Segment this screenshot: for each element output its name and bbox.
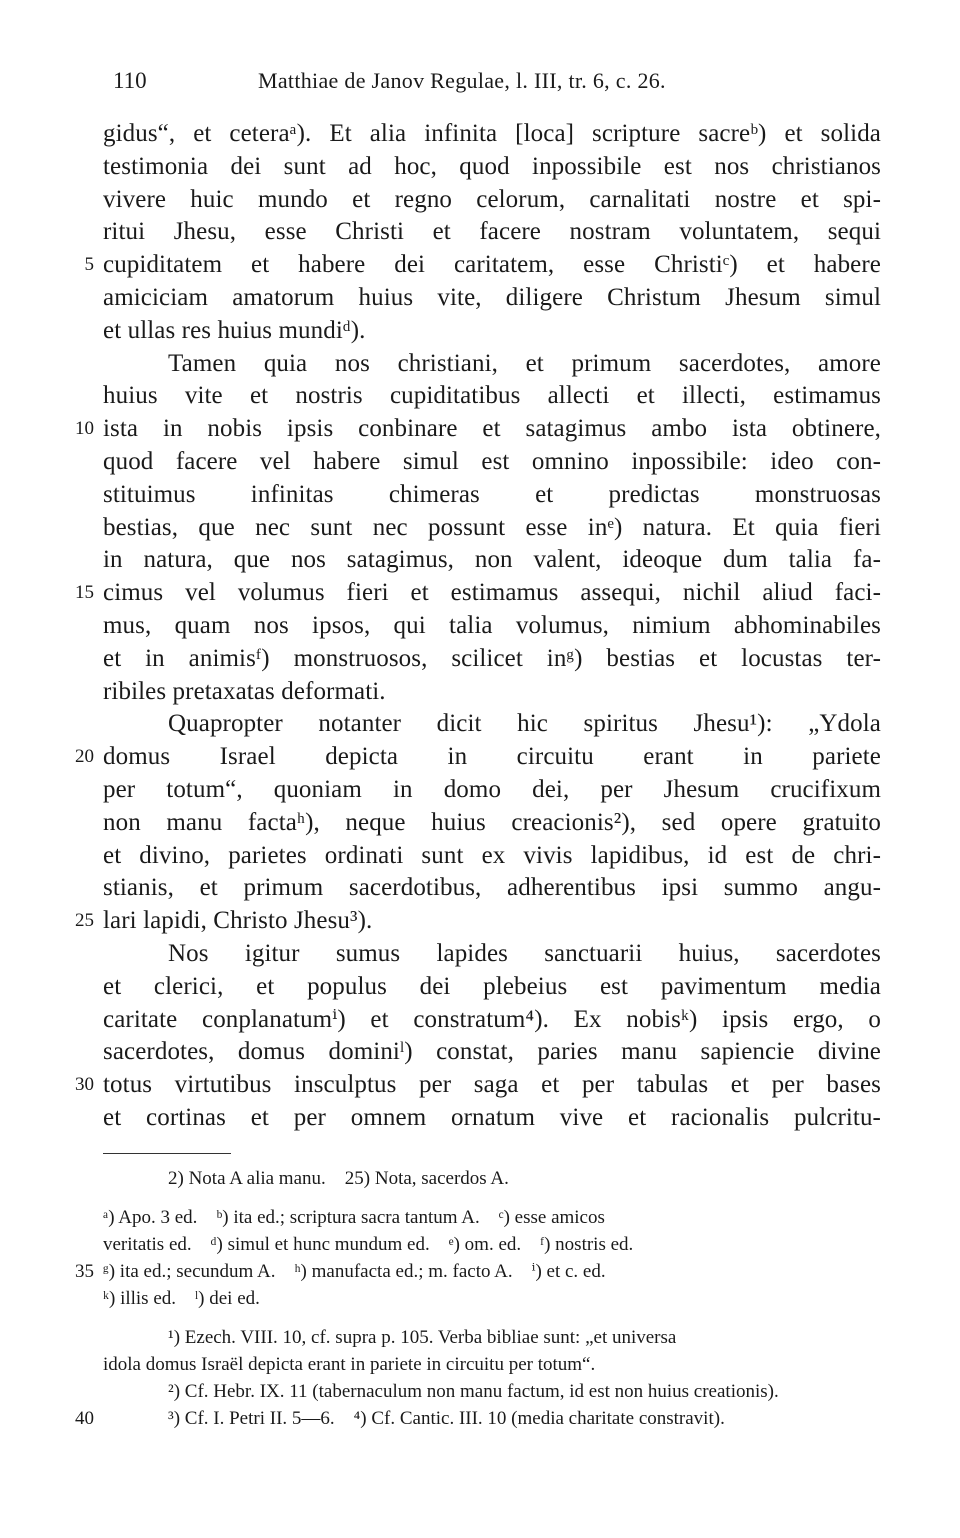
text-line (0, 1069, 960, 1102)
text-line (0, 610, 960, 643)
line-text: mus, quam nos ipsos, qui talia volumus, nimium abhominabiles (103, 611, 881, 639)
line-text: stianis, et primum sacerdotibus, adherentibus ipsi summo angu- (103, 874, 881, 902)
text-line (0, 151, 960, 184)
line-text: cupiditatem et habere dei caritatem, esse Christiᶜ) et habere (103, 251, 881, 279)
text-line (0, 840, 960, 873)
text-line (0, 184, 960, 217)
footnote-rule (103, 1153, 231, 1154)
line-number: 25 (75, 910, 94, 932)
footnote-line (0, 1204, 960, 1231)
source-notes (0, 1324, 960, 1432)
line-number: 30 (75, 1074, 94, 1096)
line-text: non manu factaʰ), neque huius creacionis²), sed opere gratuito (103, 808, 881, 836)
text-line (0, 938, 960, 971)
text-line (0, 118, 960, 151)
text-line (0, 905, 960, 938)
line-text: testimonia dei sunt ad hoc, quod inpossibile est nos christianos (103, 152, 881, 180)
line-notes (0, 1165, 960, 1192)
text-line (0, 741, 960, 774)
line-text: cimus vel volumus fieri et estimamus assequi, nichil aliud faci- (103, 579, 881, 607)
main-text (0, 118, 960, 1135)
text-line (0, 807, 960, 840)
line-text: quod facere vel habere simul est omnino inpossibile: ideo con- (103, 447, 881, 475)
footnote-text: ¹) Ezech. VIII. 10, cf. supra p. 105. Verba bibliae sunt: „et universa (168, 1327, 677, 1348)
line-text: Nos igitur sumus lapides sanctuarii huius, sacerdotes (168, 939, 881, 967)
text-line (0, 676, 960, 709)
line-text: per totum“, quoniam in domo dei, per Jhesum crucifixum (103, 775, 881, 803)
line-number: 5 (84, 254, 94, 276)
line-text: Tamen quia nos christiani, et primum sacerdotes, amore (168, 349, 881, 377)
line-text: stituimus infinitas chimeras et predictas monstruosas (103, 480, 881, 508)
footnote-line (0, 1324, 960, 1351)
text-line (0, 708, 960, 741)
footnote-text: ᵃ) Apo. 3 ed. ᵇ) ita ed.; scriptura sacra tantum A. ᶜ) esse amicos (103, 1207, 605, 1228)
footnote-text: idola domus Israël depicta erant in pariete in circuitu per totum“. (103, 1354, 596, 1375)
text-line (0, 216, 960, 249)
text-line (0, 643, 960, 676)
footnote-text: ᵍ) ita ed.; secundum A. ʰ) manufacta ed.; m. facto A. ⁱ) et c. ed. (103, 1261, 606, 1282)
text-line (0, 512, 960, 545)
text-line (0, 872, 960, 905)
line-text: domus Israel depicta in circuitu erant in pariete (103, 743, 881, 771)
variant-notes (0, 1204, 960, 1312)
text-line (0, 577, 960, 610)
text-line (0, 774, 960, 807)
line-text: bestias, que nec sunt nec possunt esse inᵉ) natura. Et quia fieri (103, 513, 881, 541)
line-text: huius vite et nostris cupiditatibus allecti et illecti, estimamus (103, 382, 881, 410)
line-text: Quapropter notanter dicit hic spiritus Jhesu¹): „Ydola (168, 710, 881, 738)
footnote-line (0, 1231, 960, 1258)
line-notes-text: 2) Nota A alia manu. 25) Nota, sacerdos A. (168, 1168, 509, 1189)
text-line (0, 380, 960, 413)
line-number: 15 (75, 582, 94, 604)
line-number: 20 (75, 746, 94, 768)
footnote-line (0, 1405, 960, 1432)
line-text: et clerici, et populus dei plebeius est pavimentum media (103, 972, 881, 1000)
footnote-text: ²) Cf. Hebr. IX. 11 (tabernaculum non manu factum, id est non huius creationis). (168, 1381, 779, 1402)
footnote-text: veritatis ed. ᵈ) simul et hunc mundum ed. ᵉ) om. ed. ᶠ) nostris ed. (103, 1234, 634, 1255)
text-line (0, 446, 960, 479)
text-line (0, 544, 960, 577)
page-number: 110 (113, 68, 147, 93)
text-line (0, 315, 960, 348)
footnote-line (0, 1258, 960, 1285)
running-head: Matthiae de Janov Regulae, l. III, tr. 6, c. 26. (258, 68, 666, 93)
line-text: ritui Jhesu, esse Christi et facere nostram voluntatem, sequi (103, 218, 881, 246)
text-line (0, 1004, 960, 1037)
line-text: gidus“, et ceteraᵃ). Et alia infinita [loca] scripture sacreᵇ) et solida (103, 120, 881, 147)
footnote-line (0, 1378, 960, 1405)
text-line (0, 348, 960, 381)
line-text: sacerdotes, domus dominiˡ) constat, paries manu sapiencie divine (103, 1038, 881, 1066)
text-line (0, 1036, 960, 1069)
line-text: ista in nobis ipsis conbinare et satagimus ambo ista obtinere, (103, 415, 881, 443)
text-line (0, 1102, 960, 1135)
footnote-text: ³) Cf. I. Petri II. 5—6. ⁴) Cf. Cantic. III. 10 (media charitate constravit). (168, 1408, 725, 1429)
text-line (0, 971, 960, 1004)
text-line (0, 479, 960, 512)
line-text: et cortinas et per omnem ornatum vive et racionalis pulcritu- (103, 1103, 881, 1131)
line-text: caritate conplanatumⁱ) et constratum⁴). Ex nobisᵏ) ipsis ergo, o (103, 1005, 881, 1033)
line-text: totus virtutibus insculptus per saga et per tabulas et per bases (103, 1071, 881, 1099)
footnote-line (0, 1285, 960, 1312)
line-text: amiciciam amatorum huius vite, diligere Christum Jhesum simul (103, 283, 881, 311)
line-number: 10 (75, 418, 94, 440)
line-text: lari lapidi, Christo Jhesu³). (103, 907, 373, 935)
footnote-line (0, 1351, 960, 1378)
line-number: 40 (75, 1408, 94, 1429)
page-header (0, 68, 960, 102)
line-text: et divino, parietes ordinati sunt ex vivis lapidibus, id est de chri- (103, 841, 881, 869)
text-line (0, 413, 960, 446)
line-number: 35 (75, 1261, 94, 1282)
line-text: vivere huic mundo et regno celorum, carnalitati nostre et spi- (103, 185, 881, 213)
line-text: et in animisᶠ) monstruosos, scilicet inᵍ) bestias et locustas ter- (103, 644, 881, 672)
line-text: et ullas res huius mundiᵈ). (103, 316, 366, 344)
footnotes (0, 1165, 960, 1432)
line-text: in natura, que nos satagimus, non valent, ideoque dum talia fa- (103, 546, 881, 574)
line-text: ribiles pretaxatas deformati. (103, 677, 386, 705)
text-line (0, 249, 960, 282)
footnote-text: ᵏ) illis ed. ˡ) dei ed. (103, 1288, 260, 1309)
text-line (0, 282, 960, 315)
